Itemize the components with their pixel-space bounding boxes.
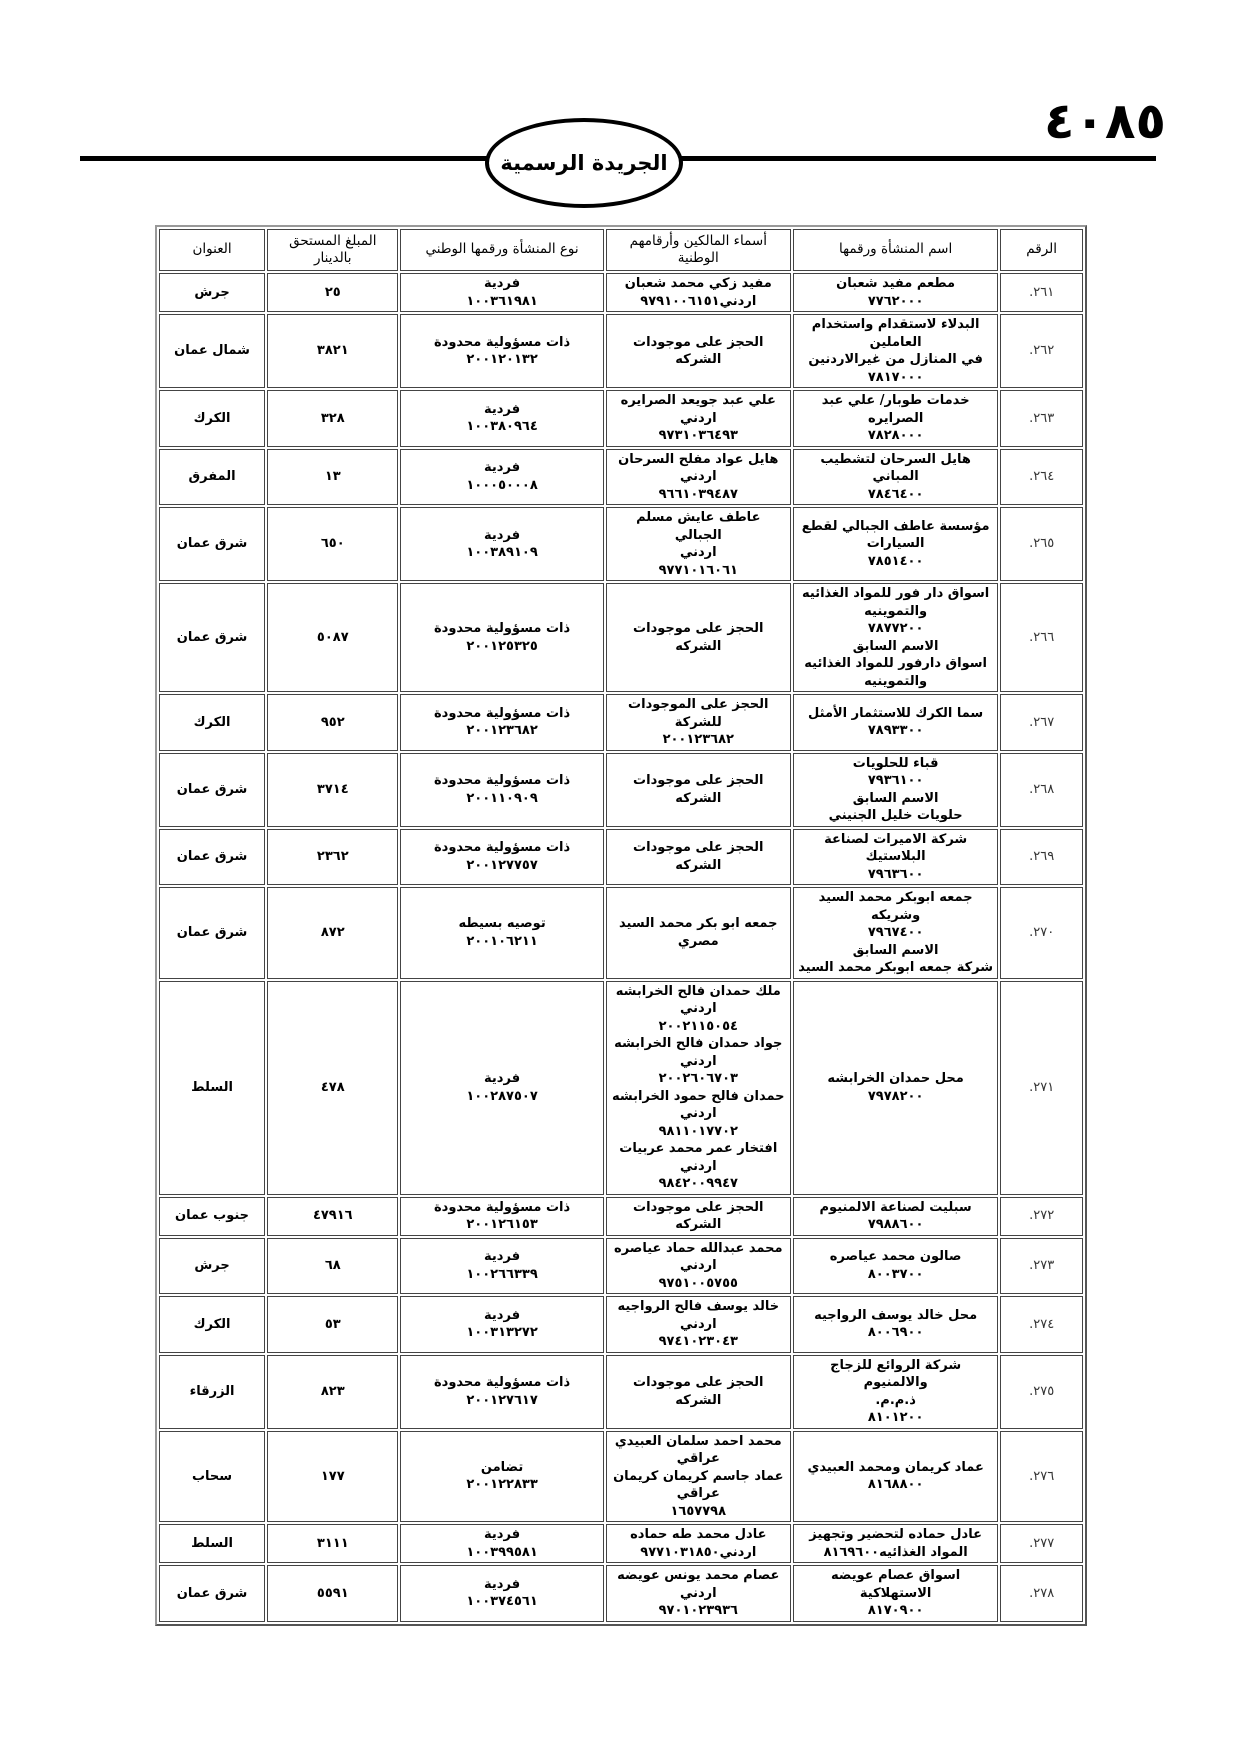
owners [606,829,791,886]
owners-line: ١٦٥٧٧٩٨ [670,1503,727,1519]
owners-line: مصري [677,933,719,949]
establishment-type [400,449,603,506]
address: جنوب عمان [159,1197,265,1236]
establishment-type-line: فردية [484,1307,521,1323]
amount-due: ١٧٧ [267,1431,398,1523]
establishment-name-line: والتموينيه [864,673,928,689]
row-number: ٢٧٦. [1000,1431,1083,1523]
establishment-type-line: ذات مسؤولية محدودة [433,1375,571,1390]
establishment-type [400,314,603,388]
owners-line: ٩٧٤١٠٢٣٠٤٣ [658,1334,738,1349]
row-number: ٢٦٢. [1000,314,1083,388]
row-number: ٢٧٣. [1000,1238,1083,1295]
owners [606,1355,791,1429]
establishment-name-line: جمعه ابوبكر محمد السيد وشريكه [818,890,973,923]
establishment-name [793,583,998,692]
row-number: ٢٦٩. [1000,829,1083,886]
owners [606,1431,791,1523]
table-row [159,1524,1083,1563]
owners-line: ٩٦٦١٠٣٩٤٨٧ [658,486,738,502]
establishment-name-line: محل حمدان الخرابشه [827,1071,964,1086]
establishment-name-line: السيارات [866,536,925,552]
amount-due: ٣١١١ [267,1524,398,1563]
owners-line: اردني [679,1316,717,1332]
table-row [159,981,1083,1195]
establishment-name-line: ٨١٧٠٩٠٠ [867,1603,924,1618]
establishment-type-line: ١٠٠٣٧٤٥٦١ [466,1594,538,1610]
header-type: نوع المنشأة ورقمها الوطني [400,229,603,271]
row-number: ٢٧٠. [1000,887,1083,979]
table-row [159,273,1083,312]
owners [606,694,791,751]
establishment-name-line: الاسم السابق [852,790,939,806]
owners [606,1296,791,1353]
establishment-name-line: سبليت لصناعة الالمنيوم [819,1199,972,1215]
establishment-name-line: سما الكرك للاستثمار الأمثل [808,705,984,721]
establishment-name-line: ٨١٦٨٨٠٠ [867,1477,924,1493]
establishment-type-line: ٢٠٠١٠٦٢١١ [466,933,538,949]
owners-line: ملك حمدان فالح الخرابشه [615,983,781,999]
table-row [159,507,1083,581]
establishment-type [400,1296,603,1353]
owners [606,981,791,1195]
owners-line: اردني٩٧٧١٠٣١٨٥٠ [640,1544,757,1560]
owners [606,1524,791,1563]
establishment-type-line: ١٠٠٣٦١٩٨١ [466,293,538,309]
establishment-name-line: المواد الغذائيه٨١٦٩٦٠٠ [823,1544,968,1560]
establishment-type-line: تضامن [480,1459,524,1475]
table-body [159,273,1083,1622]
table-row [159,829,1083,886]
amount-due: ٩٥٢ [267,694,398,751]
owners-line: ٩٨٤٢٠٠٩٩٤٧ [658,1176,738,1191]
table-row [159,1565,1083,1622]
establishment-type [400,507,603,581]
owners-line: اردني [679,469,717,484]
amount-due: ١٣ [267,449,398,506]
owners-line: اردني [679,1585,717,1601]
establishment-type-line: ٢٠٠١٢٣٦٨٢ [466,723,538,739]
table-row [159,314,1083,388]
table-row [159,753,1083,827]
owners-line: حمدان فالح حمود الخرابشه [612,1088,785,1104]
establishment-name-line: ٧٨٩٣٣٠٠ [867,723,924,739]
establishment-name-line: ٨١٠١٢٠٠ [867,1410,924,1425]
owners-line: عصام محمد يونس عويضه [617,1568,780,1583]
row-number: ٢٧٤. [1000,1296,1083,1353]
address: الكرك [159,1296,265,1353]
establishment-type-line: ٢٠٠١١٠٩٠٩ [466,790,538,806]
owners [606,583,791,692]
table-row [159,449,1083,506]
establishment-name [793,1355,998,1429]
owners-line: افتخار عمر محمد عربيات [619,1141,778,1156]
establishment-type-line: ذات مسؤولية محدودة [433,1199,571,1215]
establishment-name [793,449,998,506]
address: جرش [159,273,265,312]
establishment-name-line: هايل السرحان لتشطيب المباني [820,451,971,484]
amount-due: ٥٣ [267,1296,398,1353]
row-number: ٢٦٥. [1000,507,1083,581]
establishment-type [400,583,603,692]
amount-due: ٢٥ [267,273,398,312]
owners-line: ٩٧٠١٠٢٣٩٣٦ [658,1603,738,1618]
table-row [159,1431,1083,1523]
owners-line: الحجز على موجودات الشركه [633,621,764,654]
owners-line: محمد احمد سلمان العبيدي [614,1433,782,1449]
establishment-name [793,1238,998,1295]
table-header-row [159,229,1083,271]
owners [606,449,791,506]
owners-line: ٩٧٧١٠١٦٠٦١ [658,562,738,578]
owners-line: للشركة [674,714,722,730]
establishment-type-line: فردية [484,1071,521,1086]
owners-line: اردني [679,1001,717,1016]
establishment-type-line: فردية [484,1249,521,1265]
amount-due: ٣٢٨ [267,390,398,447]
owners-line: ٩٧٣١٠٣٦٤٩٣ [658,428,738,443]
owners-line: اردني [679,545,717,560]
establishment-type-line: ذات مسؤولية محدودة [433,773,571,788]
row-number: ٢٦٣. [1000,390,1083,447]
establishment-type [400,753,603,827]
address: شرق عمان [159,1565,265,1622]
establishment-type-line: ٢٠٠١٢٠١٣٢ [466,352,538,367]
establishment-type-line: ١٠٠٣٩٩٥٨١ [466,1544,538,1560]
header-establishment-name: اسم المنشأة ورقمها [793,229,998,271]
row-number: ٢٧٢. [1000,1197,1083,1236]
row-number: ٢٧١. [1000,981,1083,1195]
establishment-type [400,1355,603,1429]
address: السلط [159,1524,265,1563]
establishment-name [793,390,998,447]
establishment-name-line: خدمات طوبار/ علي عبد الصرايره [821,393,970,426]
owners-line: ٢٠٠٢٦٠٦٧٠٣ [658,1071,738,1086]
establishment-name-line: ٧٧٦٢٠٠٠ [867,293,924,309]
address: المفرق [159,449,265,506]
table-row [159,1197,1083,1236]
owners-line: خالد يوسف فالح الرواجيه [617,1299,780,1314]
row-number: ٢٧٨. [1000,1565,1083,1622]
owners [606,314,791,388]
establishment-name [793,273,998,312]
row-number: ٢٧٧. [1000,1524,1083,1563]
establishment-name [793,694,998,751]
table-row [159,390,1083,447]
establishment-type-line: ١٠٠٠٥٠٠٠٨ [466,477,538,493]
establishment-name-line: ٧٩٧٨٢٠٠ [867,1088,924,1104]
establishment-name-line: ٧٨١٧٠٠٠ [867,369,924,385]
establishment-type-line: ٢٠٠١٢٢٨٣٣ [466,1477,538,1493]
address: شرق عمان [159,583,265,692]
owners [606,1565,791,1622]
establishment-name-line: شركة الاميرات لصناعة البلاستيك [824,831,968,864]
owners [606,1197,791,1236]
amount-due: ٨٢٣ [267,1355,398,1429]
address: شرق عمان [159,753,265,827]
establishment-name [793,1431,998,1523]
establishment-type [400,981,603,1195]
establishment-type [400,273,603,312]
establishment-name-line: صالون محمد عياصره [829,1249,962,1265]
establishment-type-line: ذات مسؤولية محدودة [433,621,571,636]
establishment-type-line: ذات مسؤولية محدودة [433,705,571,721]
header-address: العنوان [159,229,265,271]
table-row [159,1355,1083,1429]
address: شرق عمان [159,507,265,581]
owners-line: الحجز على موجودات الشركه [633,334,764,367]
header-amount: المبلغ المستحق بالدينار [267,229,398,271]
establishment-type [400,1238,603,1295]
establishment-type-line: ٢٠٠١٢٦١٥٣ [466,1217,538,1232]
owners [606,1238,791,1295]
establishment-name-line: شركة الروائع للزجاج والالمنيوم [830,1357,962,1390]
amount-due: ٨٧٢ [267,887,398,979]
establishment-name-line: الاسم السابق [852,942,939,958]
establishment-type-line: فردية [484,460,521,476]
owners-line: ٩٨١١٠١٧٧٠٢ [658,1123,738,1139]
establishment-type-line: ذات مسؤولية محدودة [433,334,571,350]
establishment-type [400,829,603,886]
owners [606,273,791,312]
address: الكرك [159,390,265,447]
header-number: الرقم [1000,229,1083,271]
owners-line: اردني [679,1258,717,1273]
establishment-name-line: ٧٨٥١٤٠٠ [867,553,924,569]
establishment-name [793,829,998,886]
owners-line: محمد عبدالله حماد عياصره [614,1240,783,1256]
owners-line: جمعه ابو بكر محمد السيد [619,916,778,932]
establishment-type-line: ٢٠٠١٢٥٣٢٥ [466,638,538,654]
owners-line: مفيد زكي محمد شعبان [624,276,772,291]
page-number: ٤٠٨٥ [1043,92,1167,150]
table-row [159,583,1083,692]
establishment-name-line: اسواق عصام عويضه الاستهلاكية [831,1568,961,1601]
address: شرق عمان [159,887,265,979]
owners-line: الحجز على موجودات الشركه [633,1375,764,1408]
amount-due: ٤٧٩١٦ [267,1197,398,1236]
amount-due: ٦٥٠ [267,507,398,581]
address: شرق عمان [159,829,265,886]
establishment-name-line: الاسم السابق [852,638,939,654]
establishment-type-line: فردية [484,1527,521,1542]
establishment-name [793,314,998,388]
address: الزرقاء [159,1355,265,1429]
owners-line: علي عبد جويعد الصرايره [620,393,776,408]
establishment-name-line: اسواق دارفور للمواد الغذائيه [804,656,987,671]
owners [606,753,791,827]
establishment-type [400,390,603,447]
owners [606,507,791,581]
establishment-name-line: عادل حماده لتحضير وتجهيز [809,1527,982,1542]
establishment-name-line: مطعم مفيد شعبان [836,276,956,291]
owners-line: الحجز على موجودات الشركه [633,773,764,806]
amount-due: ٥٥٩١ [267,1565,398,1622]
owners-line: عادل محمد طه حماده [630,1527,767,1542]
establishment-type-line: توصيه بسيطه [458,916,546,932]
establishment-name-line: ٧٩٦٧٤٠٠ [867,925,924,940]
establishment-name-line: قباء للحلويات [852,755,939,771]
amount-due: ٣٨٢١ [267,314,398,388]
establishment-name-line: عماد كريمان ومحمد العبيدي [807,1459,984,1475]
establishment-name-line: حلويات خليل الجنيني [828,808,963,823]
address: السلط [159,981,265,1195]
establishment-type-line: فردية [484,1576,521,1592]
owners-line: ٢٠٠١٢٣٦٨٢ [662,732,734,747]
establishment-name-line: ٧٩٦٣٦٠٠ [867,866,924,882]
owners-line: عراقي [676,1486,720,1501]
establishment-type [400,1524,603,1563]
owners-line: اردني٩٧٩١٠٠٦١٥١ [640,293,757,309]
owners-line: اردني [679,410,717,426]
establishment-name-line: البدلاء لاستقدام واستخدام العاملين [811,317,980,350]
establishment-name-line: ٨٠٠٦٩٠٠ [867,1325,924,1341]
owners-line: ٩٧٥١٠٠٥٧٥٥ [658,1275,738,1291]
establishment-type-line: ٢٠٠١٢٧٦١٧ [466,1392,538,1408]
establishment-type-line: ذات مسؤولية محدودة [433,840,571,856]
establishment-name-line: ٧٩٨٨٦٠٠ [867,1217,924,1232]
establishment-type-line: ١٠٠٣٨٠٩٦٤ [466,419,538,435]
owners-line: عراقي [676,1451,720,1466]
owners-line: عماد جاسم كريمان كريمان [613,1468,784,1484]
owners-line: اردني [679,1053,717,1069]
establishments-table [155,225,1087,1626]
owners-line: ٢٠٠٢١١٥٠٥٤ [658,1018,738,1034]
table-row [159,1238,1083,1295]
owners [606,887,791,979]
establishment-type [400,1565,603,1622]
row-number: ٢٦٦. [1000,583,1083,692]
amount-due: ٣٧١٤ [267,753,398,827]
establishment-type-line: فردية [484,276,521,291]
amount-due: ٦٨ [267,1238,398,1295]
establishment-name-line: محل خالد يوسف الرواجيه [814,1307,978,1323]
establishment-name-line: ٧٩٣٦١٠٠ [867,773,924,788]
address: جرش [159,1238,265,1295]
amount-due: ٤٧٨ [267,981,398,1195]
establishment-type-line: ١٠٠٣٨٩١٠٩ [466,545,538,560]
amount-due: ٢٣٦٢ [267,829,398,886]
table-row [159,1296,1083,1353]
address: شمال عمان [159,314,265,388]
address: سحاب [159,1431,265,1523]
owners-line: عاطف عايش مسلم الجبالي [636,510,761,543]
owners-line: الحجز على موجودات الشركه [633,840,764,873]
establishment-type-line: ٢٠٠١٢٧٧٥٧ [466,857,538,873]
establishment-type [400,1431,603,1523]
establishment-name [793,1565,998,1622]
establishment-name [793,507,998,581]
establishment-name-line: ٧٨٧٧٢٠٠ [867,621,924,636]
owners-line: الحجز على موجودات الشركه [633,1199,764,1232]
owners [606,390,791,447]
establishment-name-line: والتموينيه [864,603,928,619]
row-number: ٢٧٥. [1000,1355,1083,1429]
establishment-name-line: ٧٨٢٨٠٠٠ [867,428,924,443]
establishment-type-line: ١٠٠٣١٣٢٧٢ [466,1325,538,1341]
amount-due: ٥٠٨٧ [267,583,398,692]
establishment-name-line: اسواق دار فور للمواد الغذائيه [802,586,990,601]
owners-line: اردني [679,1158,717,1174]
header-owners: أسماء المالكين وأرقامهم الوطنية [606,229,791,271]
establishment-name [793,1296,998,1353]
establishment-type-line: فردية [484,401,521,417]
establishment-name [793,1197,998,1236]
establishment-type [400,1197,603,1236]
owners-line: اردني [679,1106,717,1121]
establishment-name-line: ٨٠٠٣٧٠٠ [867,1266,924,1282]
row-number: ٢٦٨. [1000,753,1083,827]
table-row [159,694,1083,751]
establishment-type [400,887,603,979]
establishment-type-line: فردية [484,527,521,543]
establishment-name-line: ٧٨٤٦٤٠٠ [867,486,924,502]
establishment-name-line: ذ.م.م. [875,1392,916,1408]
owners-line: هايل عواد مفلح السرحان [618,451,779,467]
row-number: ٢٦٤. [1000,449,1083,506]
establishment-name-line: شركة جمعه ابوبكر محمد السيد [798,960,994,975]
owners-line: الحجز على الموجودات [628,697,769,712]
establishment-type-line: ١٠٠٢٦٦٣٣٩ [466,1266,538,1282]
table-row [159,887,1083,979]
establishment-name [793,1524,998,1563]
row-number: ٢٦١. [1000,273,1083,312]
row-number: ٢٦٧. [1000,694,1083,751]
owners-line: جواد حمدان فالح الخرابشه [614,1036,783,1051]
masthead-title: الجريدة الرسمية [485,118,683,208]
establishment-name [793,753,998,827]
address: الكرك [159,694,265,751]
establishment-name-line: مؤسسة عاطف الجبالي لقطع [801,518,990,534]
establishment-type-line: ١٠٠٢٨٧٥٠٧ [466,1088,538,1104]
establishment-type [400,694,603,751]
establishment-name [793,981,998,1195]
establishment-name-line: في المنازل من غيرالاردنين [808,352,983,367]
establishment-name [793,887,998,979]
